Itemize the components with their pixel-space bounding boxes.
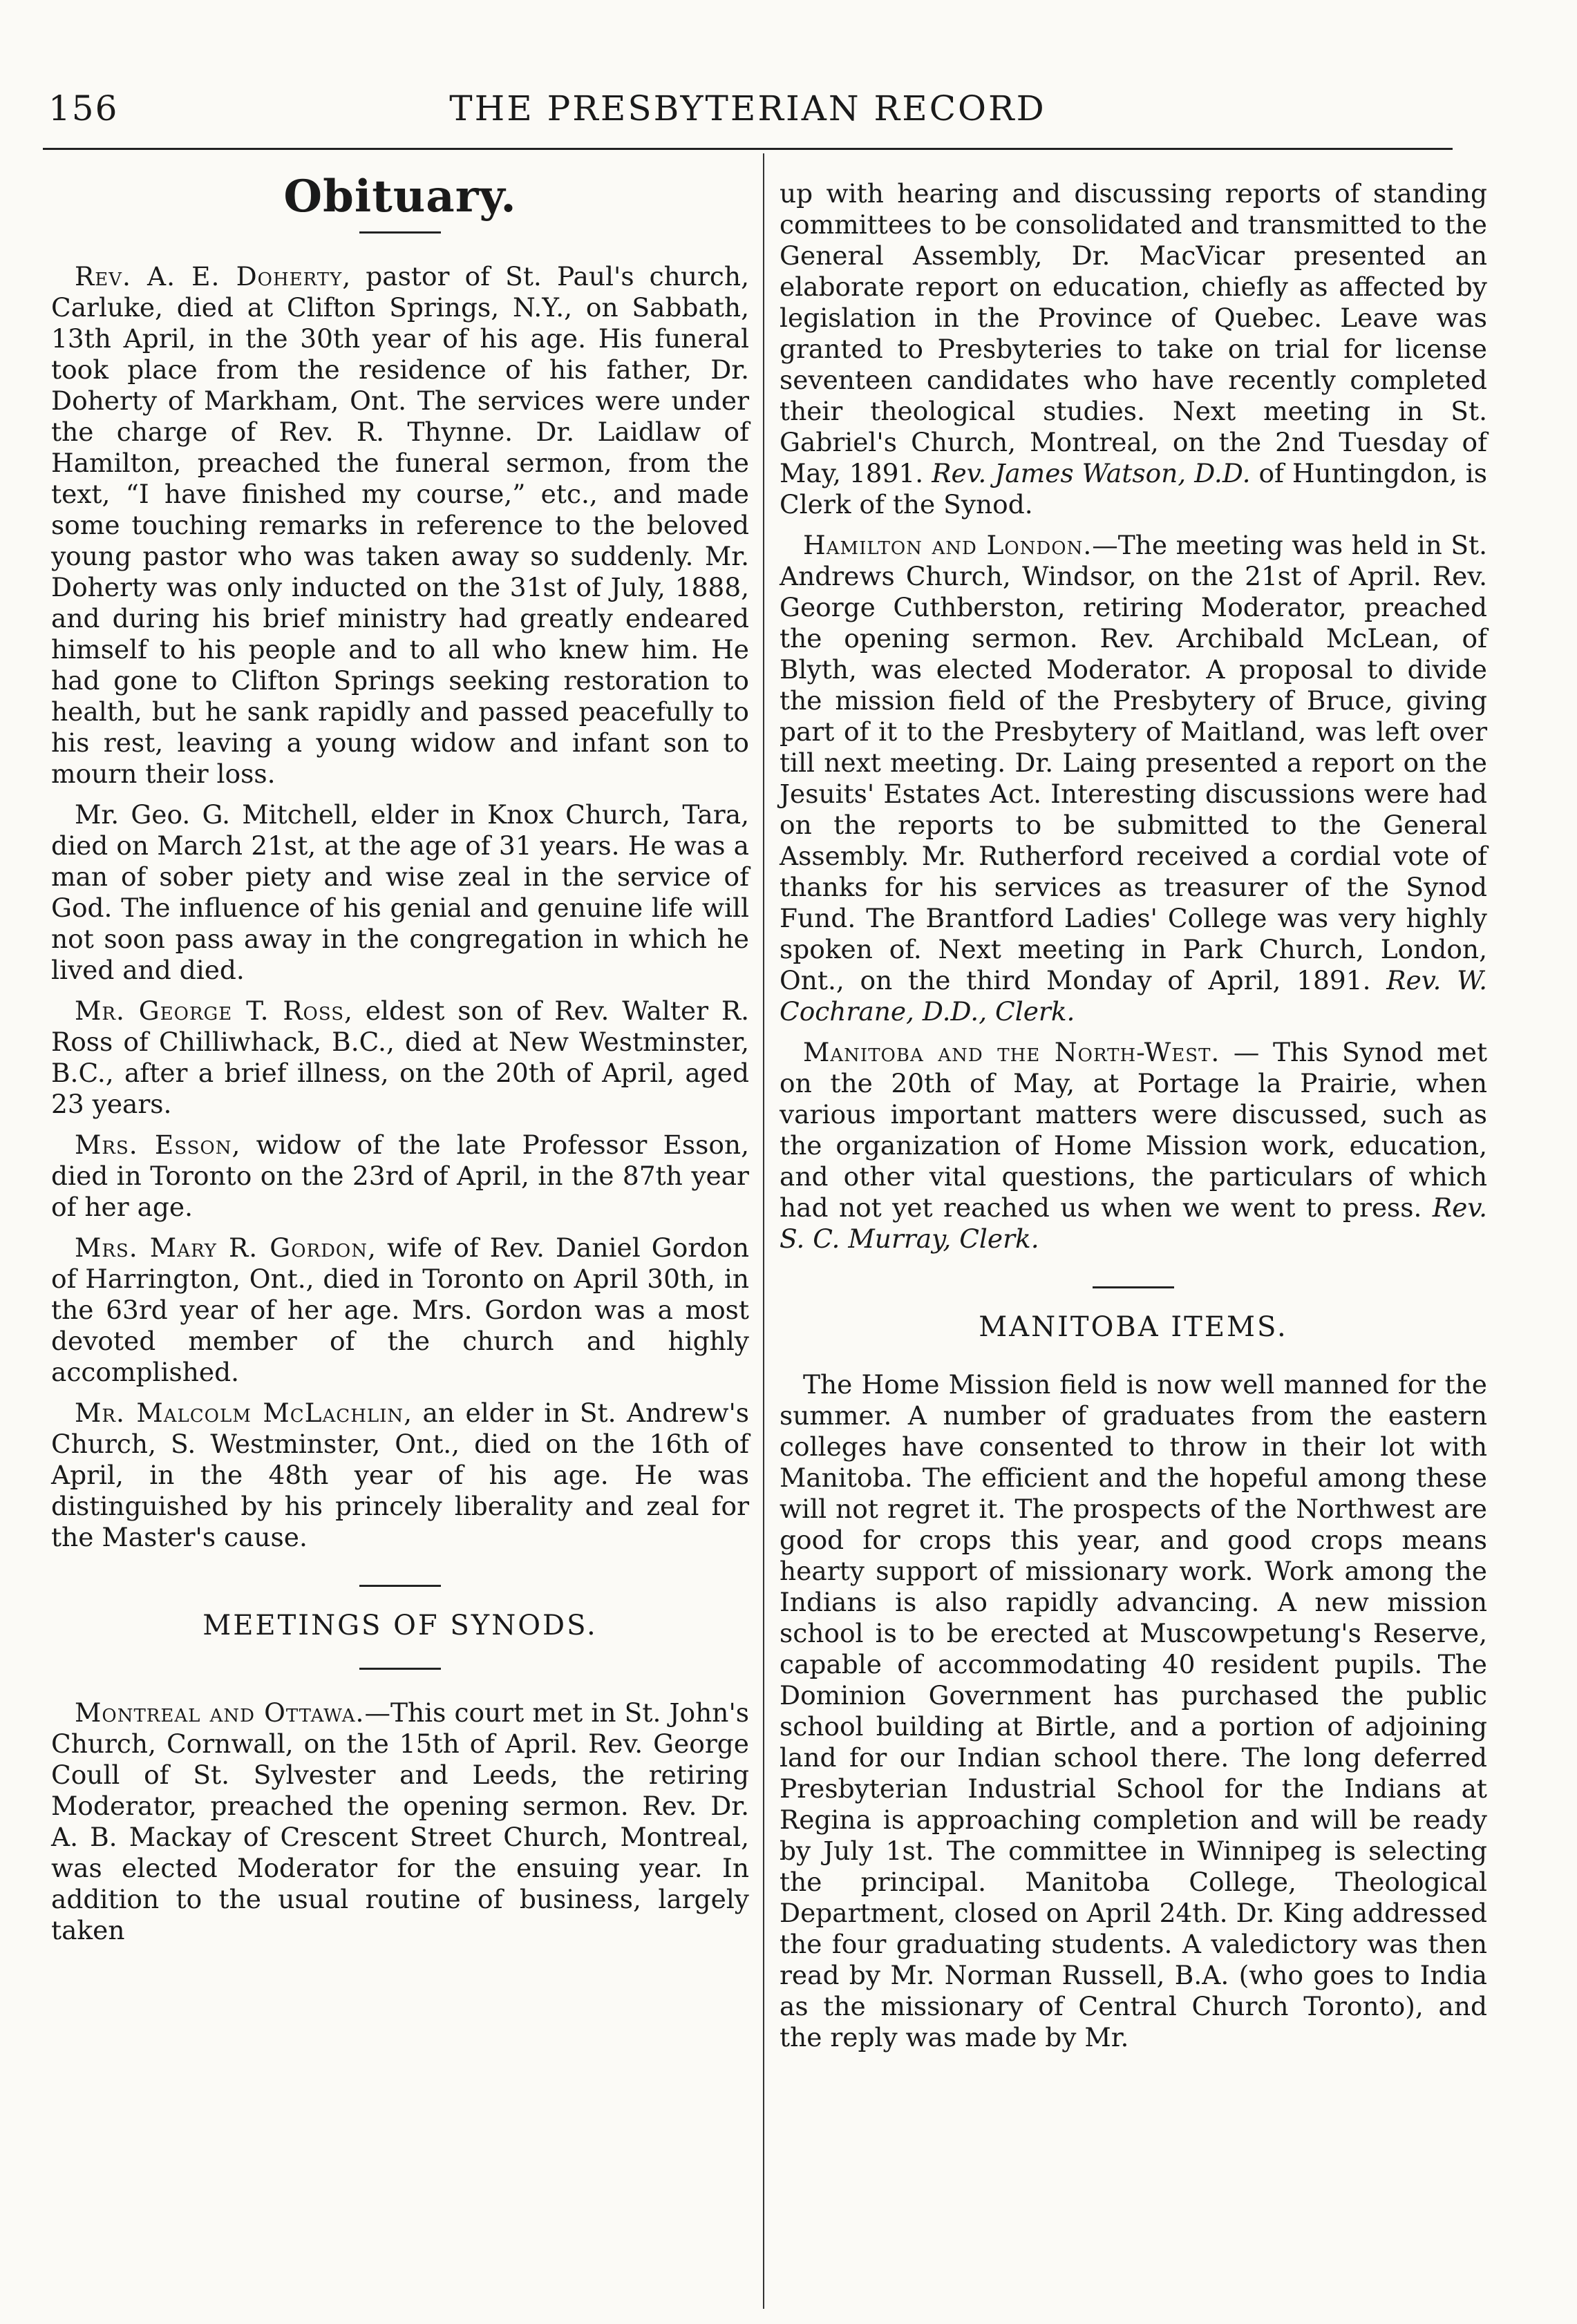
page-number: 156 bbox=[48, 88, 119, 128]
synod-text: — This Synod met on the 20th of May, at Portage la Prairie, when various important matters were discussed, such as the organization of Home Mission work, education, and other vital questions, the particulars of which had not yet reached us when we went to press. bbox=[780, 1037, 1488, 1223]
right-column bbox=[780, 178, 1487, 2063]
obituary-ross bbox=[51, 996, 749, 1120]
synod-name: Manitoba and the North-West. bbox=[803, 1037, 1220, 1067]
synod-text: —The meeting was held in St. Andrews Church, Windsor, on the 21st of April. Rev. George Cuthberston, retiring Moderator, preached the opening sermon. Rev. Archibald McLean, of Blyth, was elected Moderator. A proposal to divide the mission field of the Presbytery of Bruce, giving part of it to the Presbytery of Maitland, was left over till next meeting. Dr. Laing presented a report on the Jesuits' Estates Act. Interesting discussions were had on the reports to be submitted to the General Assembly. Mr. Rutherford received a cordial vote of thanks for his services as treasurer of the Synod Fund. The Brantford Ladies' College was very highly spoken of. Next meeting in Park Church, London, Ont., on the third Monday of April, 1891. bbox=[780, 530, 1487, 996]
synod-name: Montreal and Ottawa. bbox=[75, 1697, 365, 1728]
obituary-text: , eldest son of Rev. Walter R. Ross of Chilliwhack, B.C., died at New Westminster, B.C., after a brief illness, on the 20th of April, aged 23 years. bbox=[51, 996, 749, 1119]
synod-manitoba-northwest bbox=[780, 1037, 1487, 1255]
manitoba-items-text: The Home Mission field is now well manned for the summer. A number of graduates from the eastern colleges have consented to throw in their lot with Manitoba. The efficient and the hopeful among these will not regret it. The prospects of the Northwest are good for crops this year, and good crops means hearty support of missionary work. Work among the Indians is also rapidly advancing. A new mission school is to be erected at Muscowpetung's Reserve, capable of accommodating 40 resident pupils. The Dominion Government has purchased the public school building at Birtle, and a portion of adjoining land for our Indian school there. The long deferred Presbyterian Industrial School for the Indians at Regina is approaching completion and will be ready by July 1st. The committee in Winnipeg is selecting the principal. Manitoba College, Theological Department, closed on April 24th. Dr. King addressed the four graduating students. A valedictory was then read by Mr. Norman Russell, B.A. (who goes to India as the missionary of Central Church Toronto), and the reply was made by Mr. bbox=[780, 1369, 1487, 2052]
obituary-gordon bbox=[51, 1232, 749, 1388]
page-header bbox=[43, 84, 1453, 138]
running-title: THE PRESBYTERIAN RECORD bbox=[449, 88, 1046, 128]
synod-montreal-ottawa bbox=[51, 1697, 749, 1946]
obituary-name: Rev. A. E. Doherty bbox=[75, 261, 343, 292]
obituary-mitchell: Mr. Geo. G. Mitchell, elder in Knox Church, Tara, died on March 21st, at the age of 31 years. He was a man of sober piety and wise zeal in the service of God. The influence of his genial and genuine life will not soon pass away in the congregation in which he lived and died. bbox=[51, 799, 749, 985]
synod-text: —This court met in St. John's Church, Cornwall, on the 15th of April. Rev. George Coull of St. Sylvester and Leeds, the retiring Moderator, preached the opening sermon. Rev. Dr. A. B. Mackay of Crescent Street Church, Montreal, was elected Moderator for the ensuing year. In addition to the usual routine of business, largely taken bbox=[51, 1697, 749, 1945]
clerk-signature: Rev. W. Cochrane, D.D., Clerk. bbox=[780, 965, 1487, 1027]
section-rule bbox=[359, 1585, 441, 1587]
section-rule bbox=[1093, 1286, 1174, 1288]
heading-rule bbox=[359, 231, 441, 234]
synod-name: Hamilton and London. bbox=[803, 530, 1093, 560]
synod-montreal-continued bbox=[780, 178, 1487, 520]
obituary-heading: Obituary. bbox=[283, 171, 517, 222]
left-column bbox=[51, 167, 749, 1956]
obituary-name: Mrs. Esson bbox=[75, 1130, 232, 1160]
synod-text: up with hearing and discussing reports of standing committees to be consolidated and transmitted to the General Assembly, Dr. MacVicar presented an elaborate report on education, chiefly as affected by legislation in the Province of Quebec. Leave was granted to Presbyteries to take on trial for license seventeen candidates who have recently completed their theological studies. Next meeting in St. Gabriel's Church, Montreal, on the 2nd Tuesday of May, 1891. bbox=[780, 178, 1487, 488]
obituary-name: Mrs. Mary R. Gordon bbox=[75, 1232, 368, 1263]
obituary-mclachlin bbox=[51, 1398, 749, 1553]
obituary-text: , pastor of St. Paul's church, Carluke, died at Clifton Springs, N.Y., on Sabbath, 13th April, in the 30th year of his age. His funeral took place from the residence of his father, Dr. Doherty of Markham, Ont. The services were under the charge of Rev. R. Thynne. Dr. Laidlaw of Hamilton, preached the funeral sermon, from the text, “I have finished my course,” etc., and made some touching remarks in reference to the beloved young pastor who was taken away so suddenly. Mr. Doherty was only inducted on the 31st of July, 1888, and during his brief ministry had greatly endeared himself to his people and to all who knew him. He had gone to Clifton Springs seeking restoration to health, but he sank rapidly and passed peacefully to his rest, leaving a young widow and infant son to mourn their loss. bbox=[51, 261, 749, 789]
obituary-text: , wife of Rev. Daniel Gordon of Harrington, Ont., died in Toronto on April 30th, in the 63rd year of her age. Mrs. Gordon was a most devoted member of the church and highly accomplished. bbox=[51, 1232, 750, 1387]
obituary-doherty bbox=[51, 261, 749, 790]
heading-rule bbox=[359, 1668, 441, 1670]
header-rule bbox=[43, 148, 1453, 150]
synods-heading: MEETINGS OF SYNODS. bbox=[202, 1610, 598, 1641]
obituary-text: , an elder in St. Andrew's Church, S. Westminster, Ont., died on the 16th of April, in the 48th year of his age. He was distinguished by his princely liberality and zeal for the Master's cause. bbox=[51, 1398, 750, 1552]
obituary-esson bbox=[51, 1130, 749, 1223]
synod-text: of Huntingdon, is Clerk of the Synod. bbox=[780, 458, 1488, 520]
clerk-signature: Rev. S. C. Murray, Clerk. bbox=[780, 1192, 1487, 1254]
obituary-text: , widow of the late Professor Esson, died in Toronto on the 23rd of April, in the 87th year of her age. bbox=[51, 1130, 749, 1222]
obituary-name: Mr. George T. Ross bbox=[75, 996, 345, 1026]
obituary-name: Mr. Malcolm McLachlin bbox=[75, 1398, 404, 1428]
clerk-signature: Rev. James Watson, D.D. bbox=[932, 458, 1251, 488]
column-divider bbox=[763, 153, 764, 2309]
synod-hamilton-london bbox=[780, 530, 1487, 1027]
manitoba-heading: MANITOBA ITEMS. bbox=[979, 1311, 1288, 1343]
